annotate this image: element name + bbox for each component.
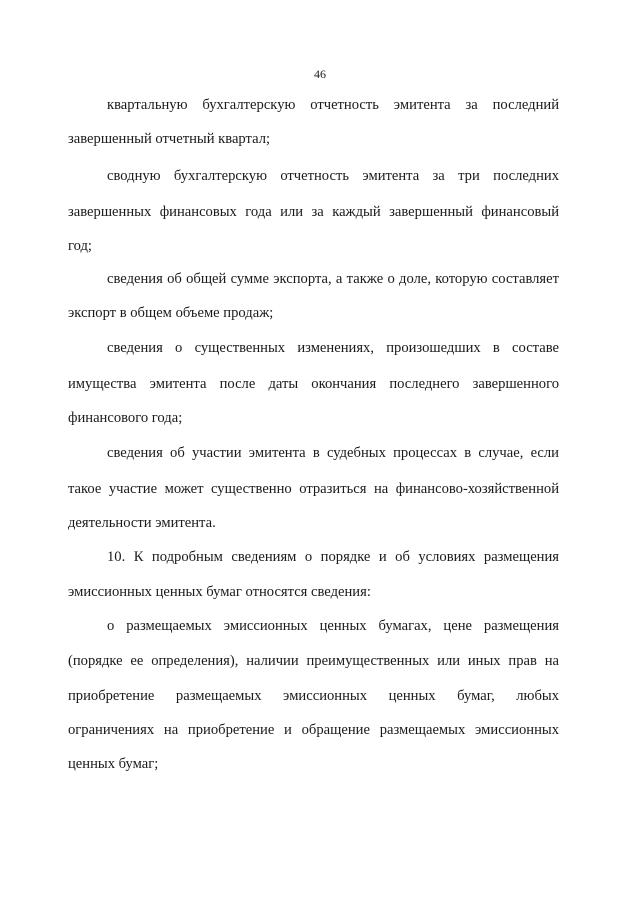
text-line-19: ограничениях на приобретение и обращение размещаемых эмиссионных bbox=[68, 722, 559, 738]
text-line-11: сведения об участии эмитента в судебных процессах в случае, если bbox=[107, 445, 559, 461]
text-line-16: о размещаемых эмиссионных ценных бумагах, цене размещения bbox=[107, 618, 559, 634]
text-line-7: экспорт в общем объеме продаж; bbox=[68, 305, 274, 321]
text-line-15: эмиссионных ценных бумаг относятся сведения: bbox=[68, 584, 371, 600]
text-line-1: квартальную бухгалтерскую отчетность эмитента за последний bbox=[107, 97, 559, 113]
text-line-3: сводную бухгалтерскую отчетность эмитента за три последних bbox=[107, 168, 559, 184]
text-line-4: завершенных финансовых года или за каждый завершенный финансовый bbox=[68, 204, 559, 220]
text-line-12: такое участие может существенно отразиться на финансово-хозяйственной bbox=[68, 481, 559, 497]
text-line-8: сведения о существенных изменениях, произошедших в составе bbox=[107, 340, 559, 356]
text-line-18: приобретение размещаемых эмиссионных ценных бумаг, любых bbox=[68, 688, 559, 704]
text-line-2: завершенный отчетный квартал; bbox=[68, 131, 271, 147]
page-number: 46 bbox=[314, 67, 326, 81]
text-line-10: финансового года; bbox=[68, 410, 183, 426]
text-line-14: 10. К подробным сведениям о порядке и об условиях размещения bbox=[107, 549, 559, 565]
text-line-20: ценных бумаг; bbox=[68, 756, 159, 772]
text-line-9: имущества эмитента после даты окончания последнего завершенного bbox=[68, 376, 559, 392]
text-line-5: год; bbox=[68, 238, 92, 254]
text-line-13: деятельности эмитента. bbox=[68, 515, 216, 531]
text-line-6: сведения об общей сумме экспорта, а также о доле, которую составляет bbox=[107, 271, 559, 287]
text-line-17: (порядке ее определения), наличии преимущественных или иных прав на bbox=[68, 653, 559, 669]
